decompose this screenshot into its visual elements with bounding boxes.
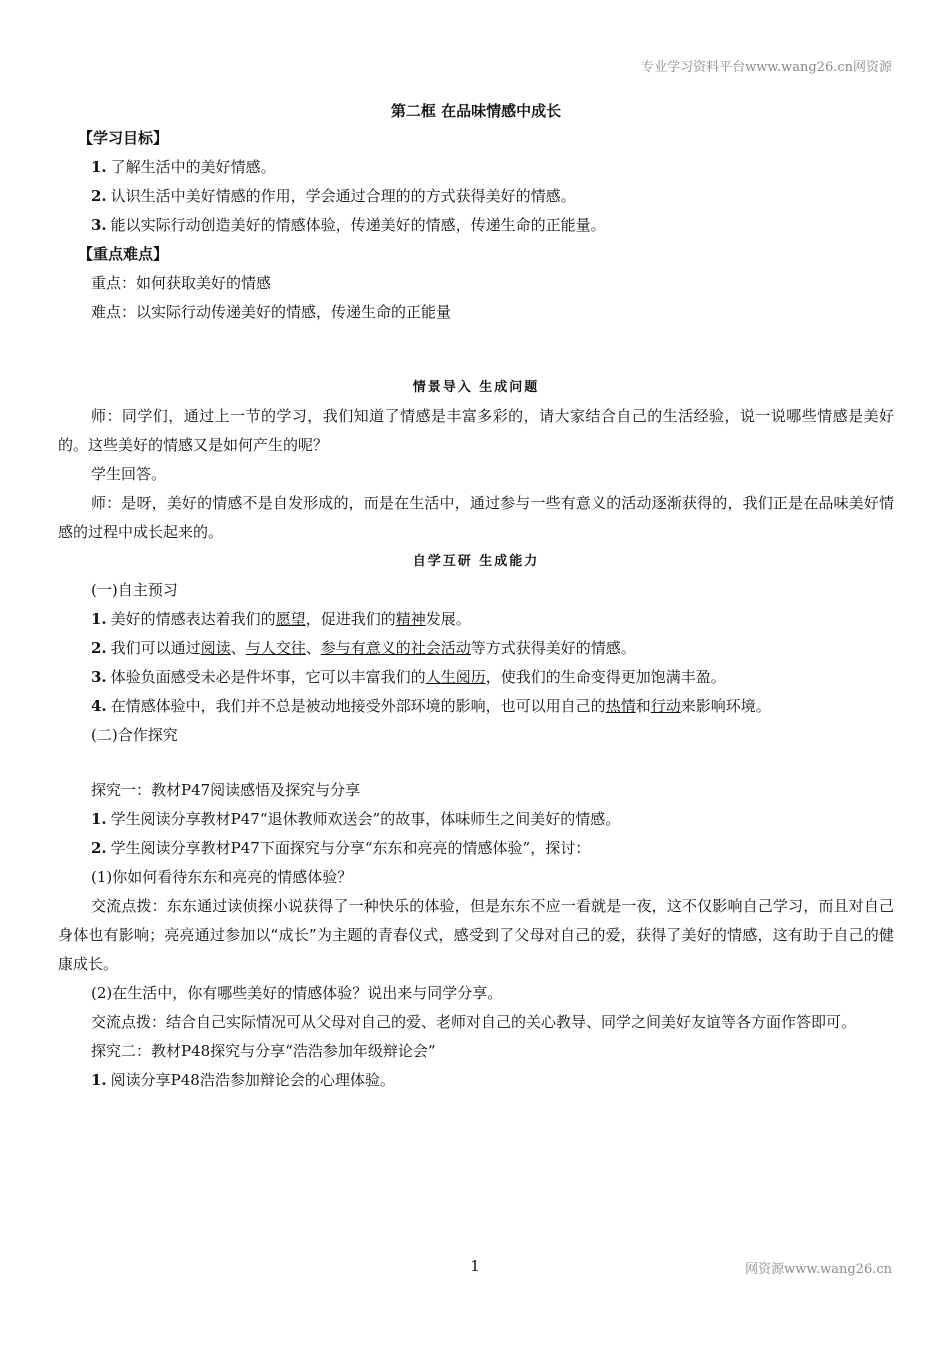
footer-watermark: 网资源www.wang26.cn	[745, 1262, 892, 1277]
teacher-paragraph: 师：是呀，美好的情感不是自发形成的，而是在生活中，通过参与一些有意义的活动逐渐获得的，我们正是在品味美好情感的过程中成长起来的。	[58, 494, 894, 541]
answer-blank: 参与有意义的社会活动	[320, 639, 471, 657]
self-study-heading: 自学互研 生成能力	[412, 554, 540, 569]
explore-1-question: (2)在生活中，你有哪些美好的情感体验？说出来与同学分享。	[91, 984, 503, 1002]
answer-blank: 与人交往	[245, 639, 306, 657]
header-watermark: 专业学习资料平台www.wang26.cn网资源	[641, 60, 892, 75]
preview-item-4: 4. 在情感体验中，我们并不总是被动地接受外部环境的影响，也可以用自己的热情和行动来影响环境。	[91, 697, 771, 715]
key-point-difficulty: 难点：以实际行动传递美好的情感，传递生命的正能量	[91, 303, 452, 321]
answer-blank: 愿望	[275, 610, 306, 628]
objective-item: 1. 了解生活中的美好情感。	[91, 158, 276, 176]
answer-blank: 热情	[605, 697, 636, 715]
explore-1-answer: 交流点拨：东东通过读侦探小说获得了一种快乐的体验，但是东东不应一看就是一夜，这不仅影响自己学习，而且对自己身体也有影响；亮亮通过参加以“成长”为主题的青春仪式，感受到了父母对自己的爱，获得了美好的情感，这有助于自己的健康成长。	[58, 897, 894, 973]
objective-item: 2. 认识生活中美好情感的作用，学会通过合理的的方式获得美好的情感。	[91, 187, 576, 205]
document-body	[58, 98, 894, 1095]
objective-item: 3. 能以实际行动创造美好的情感体验，传递美好的情感，传递生命的正能量。	[91, 216, 606, 234]
key-points-heading: 【重点难点】	[78, 245, 169, 263]
answer-blank: 人生阅历	[425, 668, 486, 686]
explore-1-answer: 交流点拨：结合自己实际情况可从父母对自己的爱、老师对自己的关心教导、同学之间美好友谊等各方面作答即可。	[91, 1013, 857, 1031]
preview-heading: (一)自主预习	[91, 581, 178, 599]
explore-1-heading: 探究一：教材P47阅读感悟及探究与分享	[91, 781, 361, 799]
explore-2-item: 1. 阅读分享P48浩浩参加辩论会的心理体验。	[91, 1071, 395, 1089]
preview-item-3: 3. 体验负面感受未必是件坏事，它可以丰富我们的人生阅历，使我们的生命变得更加饱满丰盈。	[91, 668, 726, 686]
answer-blank: 精神	[395, 610, 426, 628]
teacher-paragraph: 师：同学们，通过上一节的学习，我们知道了情感是丰富多彩的，请大家结合自己的生活经验，说一说哪些情感是美好的。这些美好的情感又是如何产生的呢？	[58, 407, 894, 454]
preview-item-1: 1. 美好的情感表达着我们的愿望，促进我们的精神发展。	[91, 610, 471, 628]
intro-heading: 情景导入 生成问题	[412, 380, 540, 395]
answer-blank: 行动	[650, 697, 681, 715]
key-point-focus: 重点：如何获取美好的情感	[91, 274, 272, 292]
explore-1-item: 2. 学生阅读分享教材P47下面探究与分享“东东和亮亮的情感体验”，探讨：	[91, 839, 591, 857]
page-title: 第二框 在品味情感中成长	[390, 102, 562, 120]
explore-2-heading: 探究二：教材P48探究与分享“浩浩参加年级辩论会”	[91, 1042, 436, 1060]
cooperation-heading: (二)合作探究	[91, 726, 178, 744]
objectives-heading: 【学习目标】	[78, 129, 169, 147]
student-answer: 学生回答。	[91, 465, 167, 483]
explore-1-item: 1. 学生阅读分享教材P47“退休教师欢送会”的故事，体味师生之间美好的情感。	[91, 810, 621, 828]
page-number: 1	[470, 1257, 480, 1275]
explore-1-question: (1)你如何看待东东和亮亮的情感体验？	[91, 868, 353, 886]
answer-blank: 阅读	[200, 639, 231, 657]
preview-item-2: 2. 我们可以通过阅读、与人交往、参与有意义的社会活动等方式获得美好的情感。	[91, 639, 636, 657]
